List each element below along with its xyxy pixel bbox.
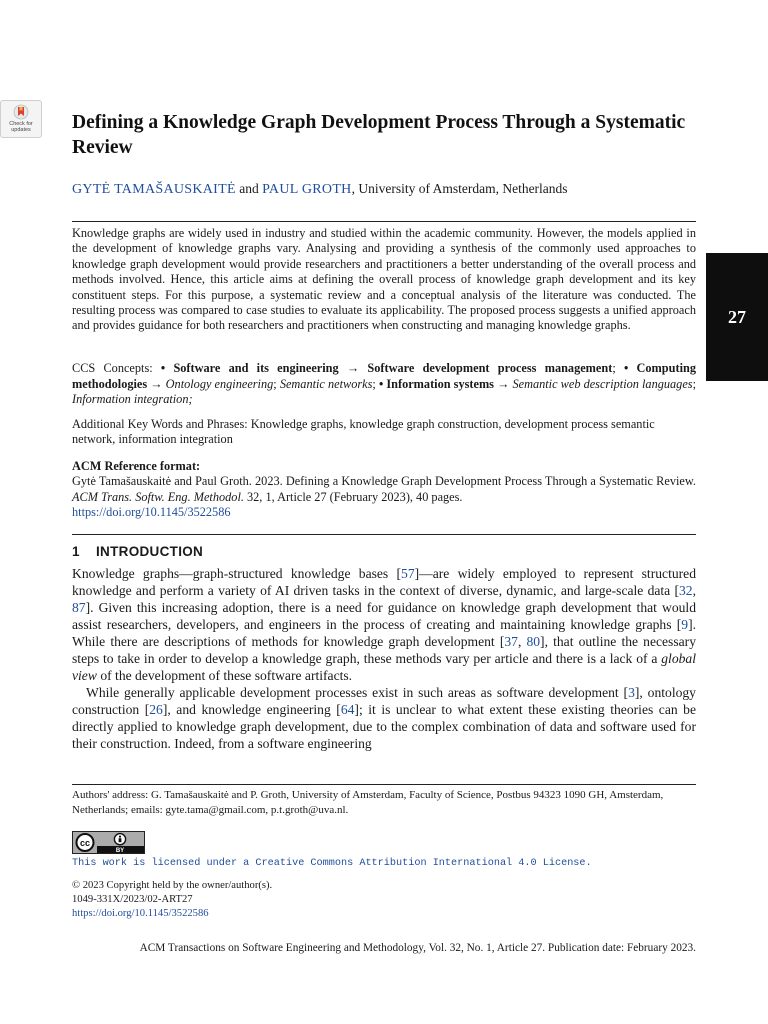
check-for-updates-badge[interactable] xyxy=(0,100,42,138)
reference-format: ACM Reference format: Gytė Tamašauskaitė and Paul Groth. 2023. Defining a Knowledge Graph Development Process Through a Systematic Review. ACM Trans. Softw. Eng. Methodol. 32, 1, Article 27 (February 2023), 40 pages. https://doi.org/10.1145/3522586 xyxy=(72,459,696,520)
introduction-body xyxy=(72,565,696,752)
article-number: 27 xyxy=(728,306,746,327)
affiliation: , University of Amsterdam, Netherlands xyxy=(351,181,568,196)
citation-link[interactable]: 64 xyxy=(340,702,355,717)
badge-label: Check for updates xyxy=(9,121,33,133)
cc-by-label: BY xyxy=(115,848,125,853)
intro-paragraph-2: While generally applicable development processes exist in such areas as software development [3], ontology construction [26], and knowledge engineering [64]; it is unclear to what extent these existing theories can be directly applied to knowledge graph development, due to the complex combination of data and software used for their construction. Indeed, from a software engineering xyxy=(72,685,697,751)
citation-link[interactable]: 57 xyxy=(401,566,415,581)
author-line xyxy=(72,181,702,198)
citation-link[interactable]: 87 xyxy=(72,600,86,615)
abstract: Knowledge graphs are widely used in industry and studied within the academic community. However, the models applied in the development of knowledge graphs vary. Analysing and providing a synthesis of the commonly used approaches to knowledge graph development would provide researchers and practitioners a better understanding of the overall process and methods involved. Hence, this article aims at defining the overall process of knowledge graph development and its key constituent steps. For this purpose, a systematic review and a conceptual analysis of the literature was conducted. The resulting process was compared to case studies to evaluate its applicability. The proposed process suggests a unified approach and provides guidance for both researchers and practitioners when constructing and managing knowledge graphs. xyxy=(72,226,696,333)
citation-link[interactable]: 80 xyxy=(526,634,541,649)
copyright-block: © 2023 Copyright held by the owner/author(s). 1049-331X/2023/02-ART27 https://doi.org/10.1145/3522586 xyxy=(72,879,272,922)
citation-link[interactable]: 9 xyxy=(681,617,689,632)
footnote-rule xyxy=(72,784,696,785)
paper-title: Defining a Knowledge Graph Development Process Through a Systematic Review xyxy=(72,112,686,158)
citation-link[interactable]: 3 xyxy=(628,685,635,700)
svg-text:cc: cc xyxy=(79,838,91,848)
journal-footer: ACM Transactions on Software Engineering and Methodology, Vol. 32, No. 1, Article 27. Publication date: February 2023. xyxy=(139,942,696,954)
section-top-rule xyxy=(72,534,696,535)
abstract-top-rule xyxy=(72,221,696,222)
author-conjunction: and xyxy=(235,181,263,196)
cc-license-logo[interactable] xyxy=(72,831,145,854)
license-text-link[interactable]: This work is licensed under a Creative Commons Attribution International 4.0 License. xyxy=(72,858,592,869)
intro-paragraph-1: Knowledge graphs—graph-structured knowledge bases [57]—are widely employed to represent structured knowledge and perform a variety of AI driven tasks in the context of diverse, dynamic, and large-scale data [32, 87]. Given this increasing adoption, there is a need for guidance on knowledge graph development that would assist researchers, developers, and engineers in the process of creating and maintaining knowledge graphs [9]. While there are descriptions of methods for knowledge graph development [37, 80], that outline the necessary steps to take in order to develop a knowledge graph, these methods vary per article and there is a lack of a global view of the development of these software artifacts. xyxy=(72,566,696,683)
bookmark-ribbon-icon xyxy=(13,104,29,120)
author-link-1[interactable]: GYTĖ TAMAŠAUSKAITĖ xyxy=(72,182,236,197)
authors-address-footnote: Authors' address: G. Tamašauskaitė and P. Groth, University of Amsterdam, Faculty of Science, Postbus 94323 1090 GH, Amsterdam, Netherlands; emails: gyte.tama@gmail.com, p.t.groth@uva.nl. xyxy=(72,789,664,816)
keywords: Additional Key Words and Phrases: Knowledge graphs, knowledge graph construction, development process semantic network, information integration xyxy=(72,417,655,447)
citation-link[interactable]: 26 xyxy=(149,702,163,717)
ccs-concepts: CCS Concepts: • Software and its engineering → Software development process management; • Computing methodologies → Ontology engineering; Semantic networks; • Information systems → Semantic web description languages; Information integration; xyxy=(72,361,696,407)
section-heading xyxy=(72,544,203,559)
copyright-doi-link[interactable]: https://doi.org/10.1145/3522586 xyxy=(72,908,209,920)
section-title: INTRODUCTION xyxy=(96,544,204,559)
section-number: 1 xyxy=(72,544,80,559)
citation-link[interactable]: 32 xyxy=(679,583,693,598)
doi-link[interactable]: https://doi.org/10.1145/3522586 xyxy=(72,505,231,520)
citation-link[interactable]: 37 xyxy=(504,634,518,649)
author-link-2[interactable]: PAUL GROTH xyxy=(262,182,352,197)
article-number-tab xyxy=(706,253,768,381)
reference-heading: ACM Reference format: xyxy=(72,459,201,473)
